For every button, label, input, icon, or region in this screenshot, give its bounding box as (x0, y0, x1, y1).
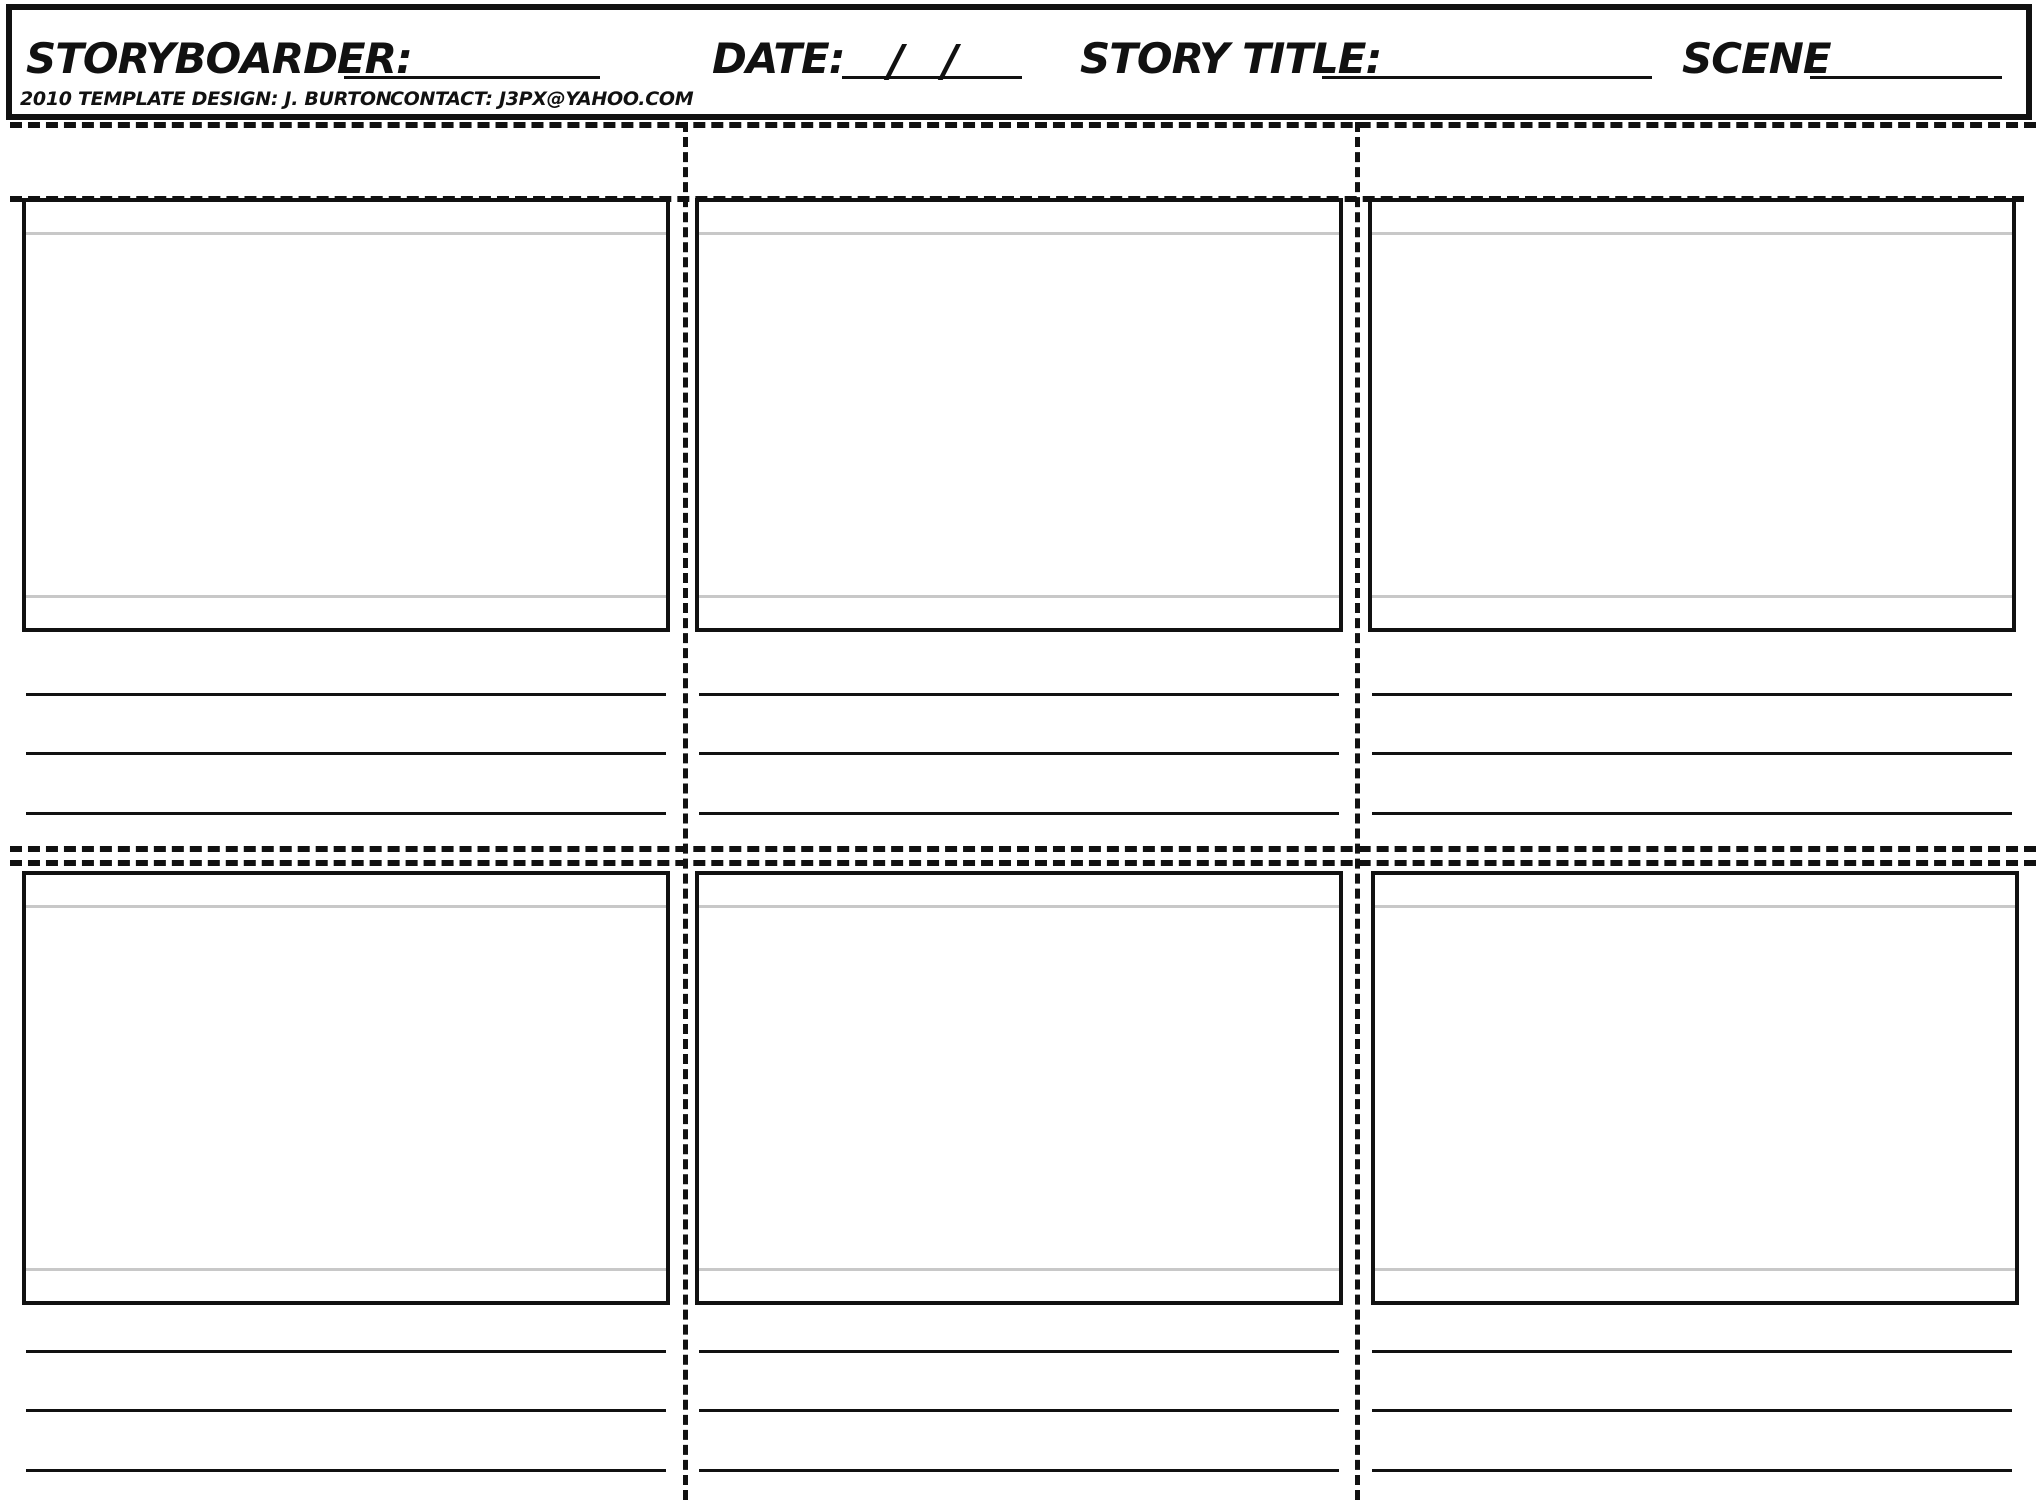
panel-safe-guide-bottom (1375, 1268, 2015, 1271)
panel-2-note-line-3[interactable] (699, 812, 1339, 815)
panel-5-note-line-3[interactable] (699, 1469, 1339, 1472)
dashed-line-middle (10, 846, 2036, 852)
story-title-label: STORY TITLE: (1080, 34, 1382, 83)
panel-6-note-line-1[interactable] (1372, 1350, 2012, 1353)
date-slash-1: / (888, 36, 905, 87)
panel-4-note-line-1[interactable] (26, 1350, 666, 1353)
contact-info: CONTACT: J3PX@YAHOO.COM (390, 88, 694, 110)
date-slash-2: / (942, 36, 959, 87)
panel-5-note-line-2[interactable] (699, 1409, 1339, 1412)
date-field[interactable] (842, 76, 1022, 79)
panel-safe-guide-bottom (26, 595, 666, 598)
dashed-line-top (10, 122, 2036, 128)
storyboard-panel-2[interactable] (695, 198, 1343, 632)
storyboard-panel-1[interactable] (22, 198, 670, 632)
panel-3-note-line-3[interactable] (1372, 812, 2012, 815)
dashed-column-divider-1 (683, 122, 688, 1500)
panel-5-note-line-1[interactable] (699, 1350, 1339, 1353)
panel-4-note-line-3[interactable] (26, 1469, 666, 1472)
dashed-column-divider-2 (1355, 122, 1360, 1500)
scene-field[interactable] (1810, 76, 2002, 79)
storyboarder-label: STORYBOARDER: (26, 34, 412, 83)
panel-safe-guide-bottom (1372, 595, 2012, 598)
panel-3-note-line-2[interactable] (1372, 752, 2012, 755)
panel-safe-guide-top (699, 905, 1339, 908)
template-credit: 2010 TEMPLATE DESIGN: J. BURTON (20, 88, 392, 110)
scene-label: SCENE (1682, 34, 1831, 83)
storyboard-panel-3[interactable] (1368, 198, 2016, 632)
panel-2-note-line-2[interactable] (699, 752, 1339, 755)
panel-safe-guide-top (1372, 232, 2012, 235)
panel-safe-guide-top (1375, 905, 2015, 908)
panel-6-note-line-3[interactable] (1372, 1469, 2012, 1472)
storyboard-panel-5[interactable] (695, 871, 1343, 1305)
panel-safe-guide-top (699, 232, 1339, 235)
panel-safe-guide-bottom (26, 1268, 666, 1271)
panel-6-note-line-2[interactable] (1372, 1409, 2012, 1412)
panel-safe-guide-bottom (699, 595, 1339, 598)
storyboard-panel-6[interactable] (1371, 871, 2019, 1305)
panel-2-note-line-1[interactable] (699, 693, 1339, 696)
panel-safe-guide-bottom (699, 1268, 1339, 1271)
story-title-field[interactable] (1322, 76, 1652, 79)
panel-1-note-line-3[interactable] (26, 812, 666, 815)
panel-safe-guide-top (26, 232, 666, 235)
panel-1-note-line-1[interactable] (26, 693, 666, 696)
panel-1-note-line-2[interactable] (26, 752, 666, 755)
date-label: DATE: (712, 34, 845, 83)
panel-3-note-line-1[interactable] (1372, 693, 2012, 696)
storyboarder-field[interactable] (344, 76, 600, 79)
panel-4-note-line-2[interactable] (26, 1409, 666, 1412)
panel-safe-guide-top (26, 905, 666, 908)
storyboard-panel-4[interactable] (22, 871, 670, 1305)
dashed-line-row2 (10, 860, 2036, 866)
header-bar (6, 4, 2032, 120)
